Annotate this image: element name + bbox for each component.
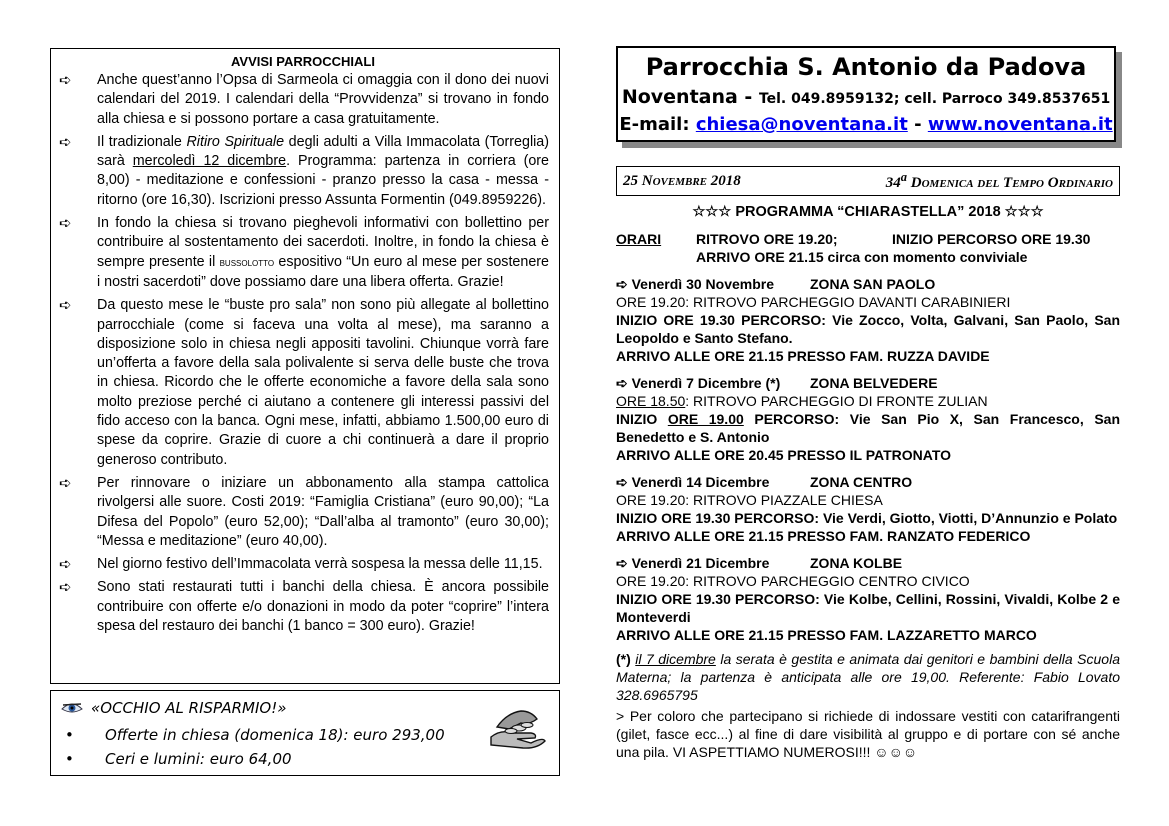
equipment-note: > Per coloro che partecipano si richiede di indossare vestiti con catarifrangenti (gilet, fasce ecc...) al fine di dare visibilità al gruppo e di portare con sé anche una pila. VI ASPETTIAMO NUMEROSI!!! ☺☺☺ <box>616 708 1120 760</box>
avviso-text: Per rinnovare o iniziare un abbonamento alla stampa cattolica rivolgersi alle suore. Costi 2019: “Famiglia Cristiana” (euro 90,00); “La Difesa del Popolo” (euro 52,00); “Dall’alba al tramonto” (euro 30,00); “Messa e meditazione” (euro 40,00). <box>97 474 549 549</box>
website-link[interactable]: www.noventana.it <box>927 114 1113 135</box>
arrow-icon: ➪ <box>59 579 72 597</box>
avviso-text: Nel giorno festivo dell’Immacolata verrà sospesa la messa delle 11,15. <box>97 556 543 573</box>
avviso-item <box>57 133 549 210</box>
zone-arrivo: ARRIVO ALLE ORE 21.15 PRESSO FAM. RANZATO FEDERICO <box>616 528 1031 544</box>
text-part: In fondo la chiesa si trovano pieghevoli informativi con bollettino per contribuire al sostentamento dei sacerdoti. Inoltre, in fondo la chiesa è sempre presente il <box>97 215 549 270</box>
zone-date: ➪ Venerdì 7 Dicembre (*) <box>616 375 781 391</box>
parish-place: Noventana - <box>621 86 759 108</box>
avviso-item <box>57 296 549 470</box>
parish-header <box>616 46 1116 142</box>
occhio-title-row <box>61 699 549 717</box>
zone-name: ZONA BELVEDERE <box>810 375 938 391</box>
avviso-text: Da questo mese le “buste pro sala” non sono più allegate al bollettino parrocchiale (come si faceva una volta al mese), ma saranno a disposizione solo in chiesa negli appositi tavolini. Chiunque vorrà fare un’offerta a favore della sala polivalente si serva delle buste che trova in chiesa. Ricordo che le offerte economiche a favore della sala sono molto preziose perché ci aiutano a contenere gli interessi passivi del fido acceso con la banca. Ogni mese, infatti, abbiamo 1.500,00 euro di spese da coprire. Grazie di cuore a chi continuerà a dare il proprio generoso contributo. <box>97 297 549 468</box>
zone-note <box>616 650 1120 704</box>
text-part: espositivo “Un euro al mese per sostenere i nostri sacerdoti” dove possiamo dare una libera offerta. Grazie! <box>97 253 549 290</box>
zone-ritrovo: ORE 19.20: RITROVO PARCHEGGIO DAVANTI CARABINIERI <box>616 294 1011 310</box>
liturgical-sunday <box>886 170 1113 192</box>
sunday-ordinal: a <box>900 170 908 184</box>
text-part: INIZIO <box>616 411 668 427</box>
orari-row <box>616 230 1120 248</box>
zone-arrivo: ARRIVO ALLE ORE 21.15 PRESSO FAM. RUZZA DAVIDE <box>616 348 990 364</box>
zone-head <box>616 473 1120 491</box>
arrow-icon: ➪ <box>59 474 72 492</box>
ritiro-spirituale: Ritiro Spirituale <box>186 133 285 150</box>
bulletin-date: 25 Novembre 2018 <box>623 172 741 189</box>
programma-title: ☆☆☆ PROGRAMMA “CHIARASTELLA” 2018 ☆☆☆ <box>692 204 1044 220</box>
zone-percorso: INIZIO ORE 19.30 PERCORSO: Vie Kolbe, Cellini, Rossini, Vivaldi, Kolbe 2 e Monteverdi <box>616 591 1120 625</box>
zone-block <box>616 374 1120 464</box>
arrow-icon: ➪ <box>59 556 72 574</box>
list-item: • Ceri e lumini: euro 64,00 <box>105 747 549 771</box>
text-part: degli adulti a Villa Immacolata (Torreglia) sarà <box>97 133 550 170</box>
web-line <box>618 112 1114 138</box>
bussolotto: bussolotto <box>219 256 275 269</box>
arrow-icon: ➪ <box>59 297 72 315</box>
hands-coins-icon <box>487 703 547 749</box>
email-link[interactable]: chiesa@noventana.it <box>695 114 908 135</box>
percorso-time: ORE 19.00 <box>667 411 744 427</box>
sunday-number: 34 <box>885 175 901 191</box>
sunday-text: Domenica del Tempo Ordinario <box>907 175 1113 191</box>
ritiro-date: mercoledì 12 dicembre <box>132 153 287 170</box>
avviso-item <box>57 214 549 292</box>
note-date: il 7 dicembre <box>635 651 716 667</box>
date-bar <box>616 166 1120 196</box>
orari-label: ORARI <box>616 231 662 247</box>
zone-block <box>616 473 1120 545</box>
avviso-text: Sono stati restaurati tutti i banchi della chiesa. È ancora possibile contribuire con offerte e/o donazioni in modo da poter “coprire” l’intera spesa del restauro dei banchi (1 banco = 300 euro). Grazie! <box>97 579 549 635</box>
contact-line <box>618 84 1114 112</box>
zone-name: ZONA CENTRO <box>810 474 913 490</box>
avviso-item <box>57 555 549 574</box>
avviso-text <box>97 214 549 292</box>
orari-ritrovo: RITROVO ORE 19.20; <box>696 231 838 247</box>
orari-row <box>616 248 1120 266</box>
zone-percorso <box>616 410 1120 446</box>
avvisi-box <box>50 48 560 684</box>
zone-arrivo: ARRIVO ALLE ORE 21.15 PRESSO FAM. LAZZARETTO MARCO <box>616 627 1037 643</box>
avviso-item <box>57 474 549 551</box>
orari-spacer <box>616 248 696 266</box>
zone-name: ZONA KOLBE <box>810 555 903 571</box>
orari-arrivo: ARRIVO ORE 21.15 circa con momento conviviale <box>696 249 1028 265</box>
zone-percorso: INIZIO ORE 19.30 PERCORSO: Vie Verdi, Giotto, Viotti, D’Annunzio e Polato <box>616 510 1118 526</box>
ritrovo-rest: : RITROVO PARCHEGGIO DI FRONTE ZULIAN <box>685 393 988 409</box>
zone-head <box>616 275 1120 293</box>
zone-ritrovo <box>616 392 1120 410</box>
zone-ritrovo: ORE 19.20: RITROVO PARCHEGGIO CENTRO CIVICO <box>616 573 970 589</box>
avviso-text <box>97 133 549 210</box>
note-text: la serata è gestita e animata dai genitori e bambini della Scuola Materna; la partenza è anticipata alle ore 19,00. Referente: Fabio Lovato 328.6965795 <box>616 651 1120 703</box>
eye-icon <box>61 701 83 715</box>
zone-ritrovo: ORE 19.20: RITROVO PIAZZALE CHIESA <box>616 492 883 508</box>
avviso-item <box>57 578 549 636</box>
parish-name: Parrocchia S. Antonio da Padova <box>645 53 1087 81</box>
text-part: . Programma: partenza in corriera (ore 8,00) - meditazione e confessioni - pranzo presso la casa - messa - ritorno (ore 16,30). Iscrizioni presso Assunta Formentin (049.8959226). <box>97 153 550 208</box>
avviso-item <box>57 71 549 129</box>
zone-percorso: INIZIO ORE 19.30 PERCORSO: Vie Zocco, Volta, Galvani, San Paolo, San Leopoldo e Santo Stefano. <box>616 312 1120 346</box>
arrow-icon: ➪ <box>59 215 72 233</box>
avvisi-title: AVVISI PARROCCHIALI <box>231 54 375 69</box>
zone-date: ➪ Venerdì 21 Dicembre <box>616 555 770 571</box>
occhio-list <box>61 723 549 771</box>
zone-date: ➪ Venerdì 14 Dicembre <box>616 474 770 490</box>
note-mark: (*) <box>616 651 636 667</box>
zone-date: ➪ Venerdì 30 Novembre <box>616 276 775 292</box>
zone-head <box>616 374 1120 392</box>
orari-inizio: INIZIO PERCORSO ORE 19.30 <box>892 231 1091 247</box>
zone-name: ZONA SAN PAOLO <box>810 276 936 292</box>
zone-head <box>616 554 1120 572</box>
email-label: E-mail: <box>619 114 696 135</box>
arrow-icon: ➪ <box>59 72 72 89</box>
zone-block <box>616 275 1120 365</box>
text-part: PERCORSO: Vie San Pio X, San Francesco, San Benedetto e S. Antonio <box>616 411 1120 445</box>
programma-section <box>616 204 1120 761</box>
arrow-icon: ➪ <box>59 133 72 151</box>
ritrovo-time: ORE 18.50 <box>616 393 686 409</box>
zone-arrivo: ARRIVO ALLE ORE 20.45 PRESSO IL PATRONATO <box>616 447 952 463</box>
occhio-box <box>50 690 560 776</box>
avviso-text: Anche quest’anno l’Opsa di Sarmeola ci omaggia con il dono dei nuovi calendari del 2019. I calendari della “Provvidenza” si trovano in fondo alla chiesa e si possono portare a casa gratuitamente. <box>97 72 549 127</box>
phones: Tel. 049.8959132; cell. Parroco 349.8537651 <box>758 91 1111 107</box>
text-part: Il tradizionale <box>97 133 187 150</box>
separator: - <box>907 114 928 135</box>
occhio-title: «OCCHIO AL RISPARMIO!» <box>91 699 287 717</box>
zone-block <box>616 554 1120 644</box>
list-item: • Offerte in chiesa (domenica 18): euro 293,00 <box>105 723 549 747</box>
